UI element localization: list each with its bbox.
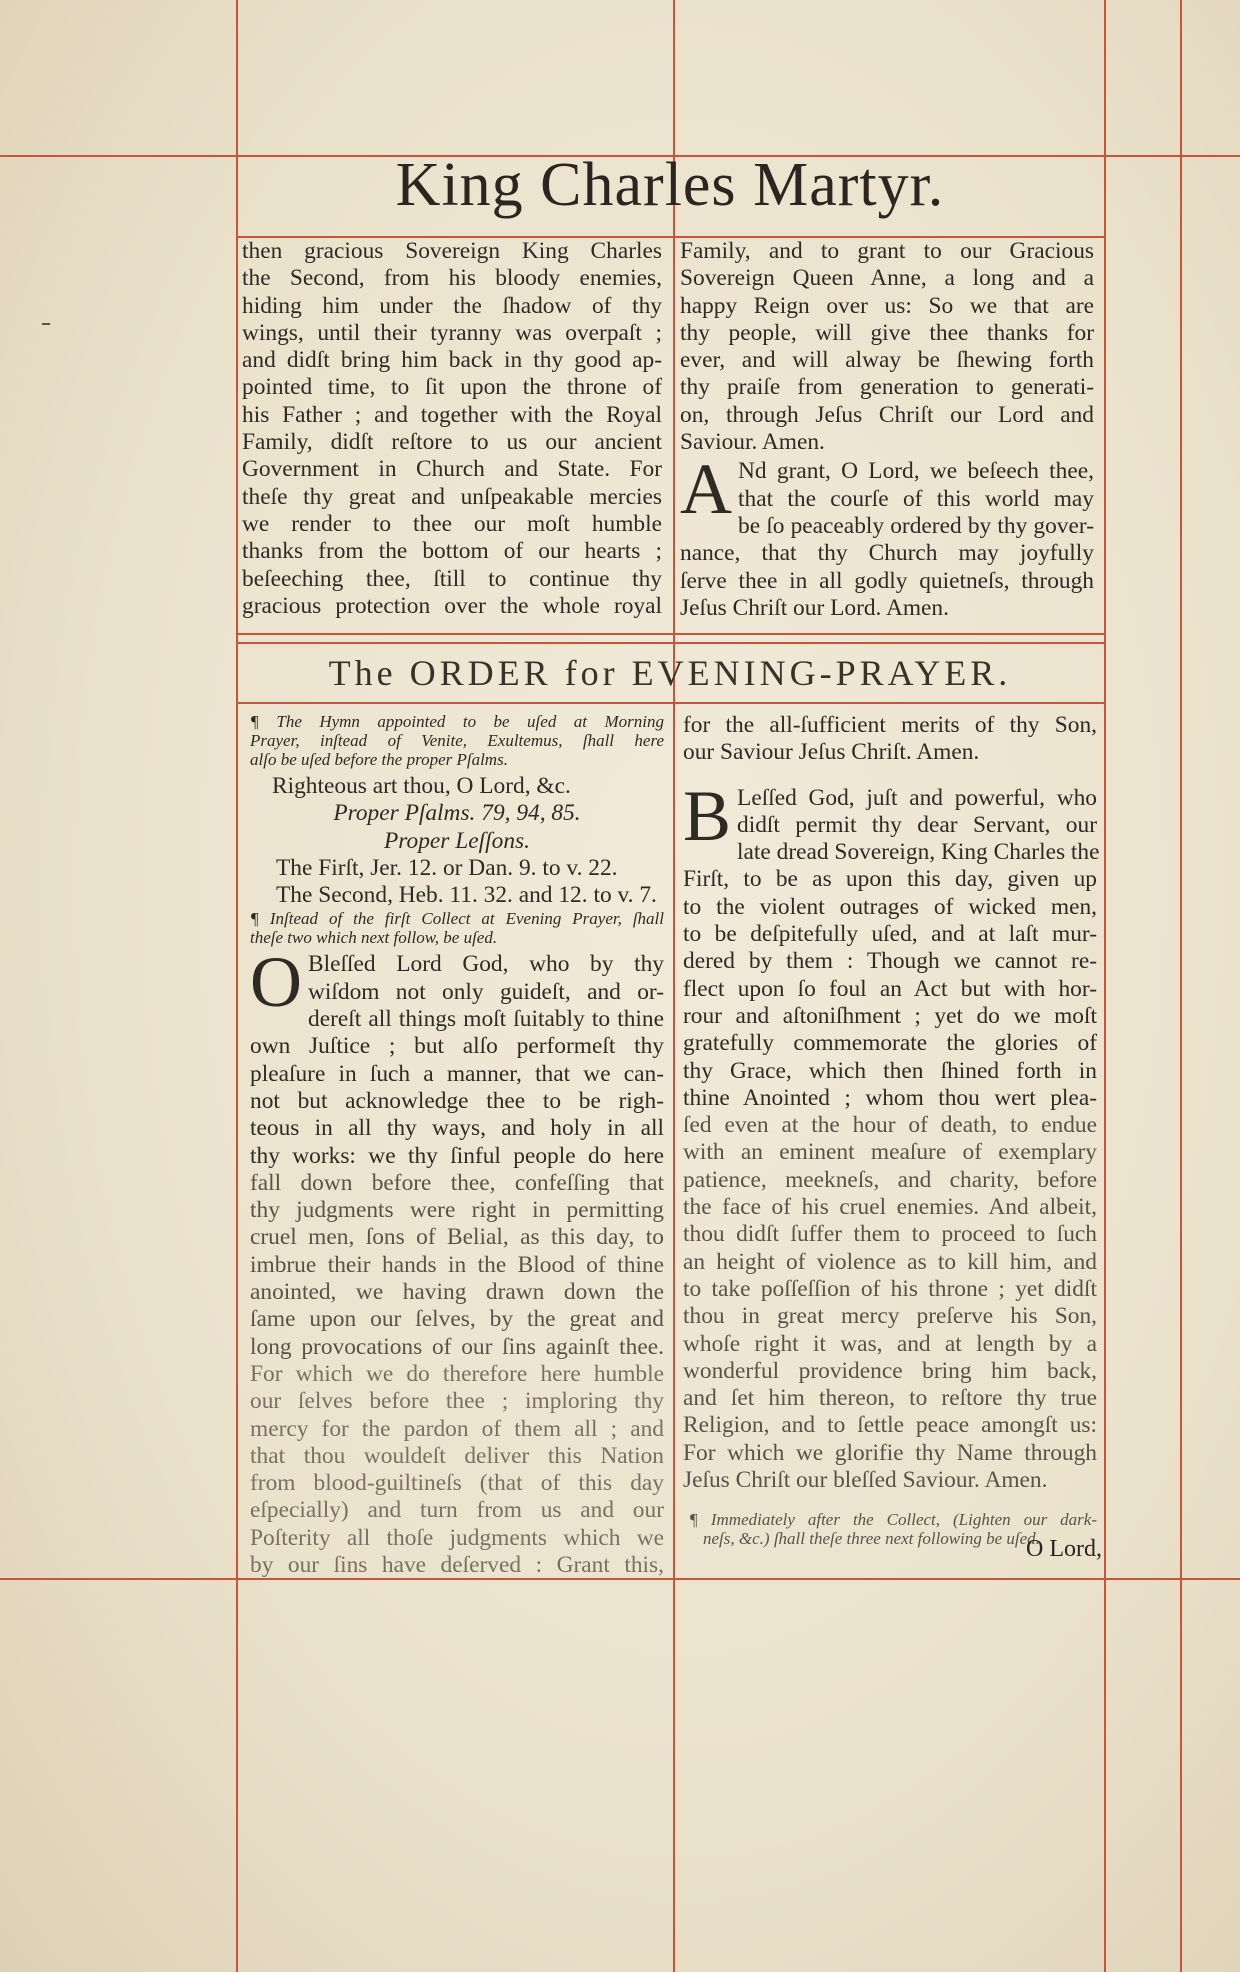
text-line: Jeſus Chriſt our bleſſed Saviour. Amen. xyxy=(683,1467,1048,1494)
text-line: from blood-guiltineſs (that of this day xyxy=(250,1470,664,1497)
text-line: Family, didſt reſtore to us our ancient xyxy=(242,429,662,456)
text-line: Religion, and to ſettle peace amongſt us: xyxy=(683,1412,1097,1439)
text-line: thine Anointed ; whom thou wert plea- xyxy=(683,1084,1097,1111)
text-line: thy Grace, which then ſhined forth in xyxy=(683,1057,1097,1084)
text-line: to take poſſeſſion of his throne ; yet didſt xyxy=(683,1275,1097,1302)
text-line: our ſelves before thee ; imploring thy xyxy=(250,1388,664,1415)
text-line: Poſterity all thoſe judgments which we xyxy=(250,1524,664,1551)
evening-right-column xyxy=(683,712,1100,1549)
top-right-column xyxy=(680,238,1094,622)
text-line: nance, that thy Church may joyfully xyxy=(680,540,1094,567)
text-line: wings, until their tyranny was overpaſt ; xyxy=(242,319,662,346)
text-line: with an eminent meaſure of exemplary xyxy=(683,1139,1097,1166)
text-line: For which we glorifie thy Name through xyxy=(683,1439,1097,1466)
text-line: and ſet him thereon, to reſtore thy true xyxy=(683,1385,1097,1412)
text-line: to be deſpitefully uſed, and at laſt mur- xyxy=(683,921,1097,948)
drop-cap: O xyxy=(250,942,302,1023)
text-line: dered by them : Though we cannot re- xyxy=(683,948,1097,975)
text-line: late dread Sovereign, King Charles the xyxy=(737,839,1100,866)
text-line: wonderful providence bring him back, xyxy=(683,1357,1097,1384)
running-title: King Charles Martyr. xyxy=(395,151,945,219)
text-line: Firſt, to be as upon this day, given up xyxy=(683,866,1097,893)
text-line: his Father ; and together with the Royal xyxy=(242,401,662,428)
text-line: fall down before thee, confeſſing that xyxy=(250,1169,664,1196)
text-line: then gracious Sovereign King Charles xyxy=(242,238,662,264)
margin-mark xyxy=(42,323,50,325)
text-line: that the courſe of this world may xyxy=(738,485,1094,512)
text-line: whoſe right it was, and at length by a xyxy=(683,1330,1097,1357)
text-line: that thou wouldeſt deliver this Nation xyxy=(250,1442,664,1469)
rubric-line: ¶ The Hymn appointed to be uſed at Morning xyxy=(250,712,664,731)
text-line: gracious protection over the whole royal xyxy=(242,592,662,619)
text-line: the face of his cruel enemies. And albeit, xyxy=(683,1194,1097,1221)
rubric-line: ¶ Inſtead of the firſt Collect at Evening Prayer, ſhall xyxy=(250,909,664,929)
rubric-line: alſo be uſed before the proper Pſalms. xyxy=(250,750,508,769)
blessed-god-prayer xyxy=(683,775,1100,1495)
text-line: ever, and will alway be ſhewing forth xyxy=(680,347,1094,374)
text-line: thou in great mercy preſerve his Son, xyxy=(683,1303,1097,1330)
proper-psalms: Proper Pſalms. 79, 94, 85. xyxy=(333,800,581,827)
drop-cap: B xyxy=(683,775,732,856)
text-line: not but acknowledge thee to be righ- xyxy=(250,1087,664,1114)
rule-left xyxy=(236,0,238,1972)
rubric-hymn xyxy=(250,712,664,769)
text-line: hiding him under the ſhadow of thy xyxy=(242,292,662,319)
text-line: Jeſus Chriſt our Lord. Amen. xyxy=(680,594,949,621)
o-blessed-prayer xyxy=(250,942,664,1579)
text-line: wiſdom not only guideſt, and or- xyxy=(308,978,664,1005)
text-line: mercy for the pardon of them all ; and xyxy=(250,1415,664,1442)
rule-far-right xyxy=(1180,0,1182,1972)
text-line: thy works: we thy ſinful people do here xyxy=(250,1142,664,1169)
rule-upper-bottom xyxy=(236,633,1106,635)
text-line: ſerve thee in all godly quietneſs, through xyxy=(680,567,1094,594)
proper-lessons: Proper Leſſons. xyxy=(384,827,530,854)
text-line: Family, and to grant to our Gracious xyxy=(680,238,1094,264)
rule-under-section-title xyxy=(236,702,1106,704)
text-line: eſpecially) and turn from us and our xyxy=(250,1497,664,1524)
text-line: our Saviour Jeſus Chriſt. Amen. xyxy=(683,739,980,766)
text-line: and didſt bring him back in thy good ap- xyxy=(242,347,662,374)
text-line: anointed, we having drawn down the xyxy=(250,1279,664,1306)
rule-center xyxy=(673,0,675,1972)
and-grant-collect xyxy=(680,449,1094,622)
evening-left-column xyxy=(250,712,664,1579)
text-line: to the violent outrages of wicked men, xyxy=(683,893,1097,920)
text-line: thy praiſe from generation to generati- xyxy=(680,374,1094,401)
text-line: pleaſure in ſuch a manner, that we can- xyxy=(250,1060,664,1087)
righteous-line: Righteous art thou, O Lord, &c. xyxy=(272,773,571,799)
text-line: Bleſſed Lord God, who by thy xyxy=(308,951,664,978)
text-line: ſame upon our ſelves, by the great and xyxy=(250,1306,664,1333)
text-line: happy Reign over us: So we that are xyxy=(680,292,1094,319)
text-line: pointed time, to ſit upon the throne of xyxy=(242,374,662,401)
text-line: the Second, from his bloody enemies, xyxy=(242,265,662,292)
drop-cap: A xyxy=(680,449,732,530)
text-line: imbrue their hands in the Blood of thine xyxy=(250,1251,664,1278)
rule-mid-section xyxy=(236,642,1106,644)
section-title: The ORDER for EVENING-PRAYER. xyxy=(328,653,1012,693)
text-line: didſt permit thy dear Servant, our xyxy=(737,811,1097,838)
text-line: rour and aſtoniſhment ; yet do we moſt xyxy=(683,1002,1097,1029)
text-line: on, through Jeſus Chriſt our Lord and xyxy=(680,401,1094,428)
text-line: an height of violence as to kill him, and xyxy=(683,1248,1097,1275)
text-line: thou didſt ſuffer them to proceed to ſuch xyxy=(683,1221,1097,1248)
text-line: cruel men, ſons of Belial, as this day, to xyxy=(250,1224,664,1251)
text-line: for the all-ſufficient merits of thy Son, xyxy=(683,712,1097,738)
text-line: thanks from the bottom of our hearts ; xyxy=(242,538,662,565)
text-line: gratefully commemorate the glories of xyxy=(683,1030,1097,1057)
text-line: Leſſed God, juſt and powerful, who xyxy=(737,784,1097,811)
text-line: teous in all thy ways, and holy in all xyxy=(250,1115,664,1142)
text-line: thy people, will give thee thanks for xyxy=(680,319,1094,346)
first-lesson: The Firſt, Jer. 12. or Dan. 9. to v. 22. xyxy=(276,854,618,881)
rubric-collects xyxy=(250,909,664,947)
text-line: Saviour. Amen. xyxy=(680,429,825,456)
text-line: we render to thee our moſt humble xyxy=(242,510,662,537)
rubric-line: ¶ Immediately after the Collect, (Lighten our dark- xyxy=(689,1510,1097,1530)
catchword: O Lord, xyxy=(1026,1536,1102,1562)
top-left-column xyxy=(242,238,662,620)
text-line: be ſo peaceably ordered by thy gover- xyxy=(738,512,1094,539)
text-line: by our ſins have deſerved : Grant this, xyxy=(250,1552,664,1579)
second-lesson: The Second, Heb. 11. 32. and 12. to v. 7. xyxy=(276,882,657,909)
rubric-line: neſs, &c.) ſhall theſe three next following be uſed. xyxy=(703,1529,1040,1549)
text-line: own Juſtice ; but alſo performeſt thy xyxy=(250,1033,664,1060)
text-line: patience, meekneſs, and charity, before xyxy=(683,1166,1097,1193)
text-line: beſeeching thee, ſtill to continue thy xyxy=(242,565,662,592)
text-line: Sovereign Queen Anne, a long and a xyxy=(680,265,1094,292)
text-line: long provocations of our ſins againſt thee. xyxy=(250,1333,664,1360)
text-line: dereſt all things moſt ſuitably to thine xyxy=(308,1006,664,1033)
rule-right xyxy=(1104,0,1106,1972)
rubric-line: theſe two which next follow, be uſed. xyxy=(250,928,498,948)
rubric-line: Prayer, inſtead of Venite, Exultemus, ſhall here xyxy=(250,731,664,750)
text-line: thy judgments were right in permitting xyxy=(250,1197,664,1224)
text-line: Nd grant, O Lord, we beſeech thee, xyxy=(738,458,1094,485)
text-line: theſe thy great and unſpeakable mercies xyxy=(242,483,662,510)
text-line: For which we do therefore here humble xyxy=(250,1360,664,1387)
text-line: Government in Church and State. For xyxy=(242,456,662,483)
text-line: ſed even at the hour of death, to endue xyxy=(683,1112,1097,1139)
text-line: flect upon ſo foul an Act but with hor- xyxy=(683,975,1097,1002)
